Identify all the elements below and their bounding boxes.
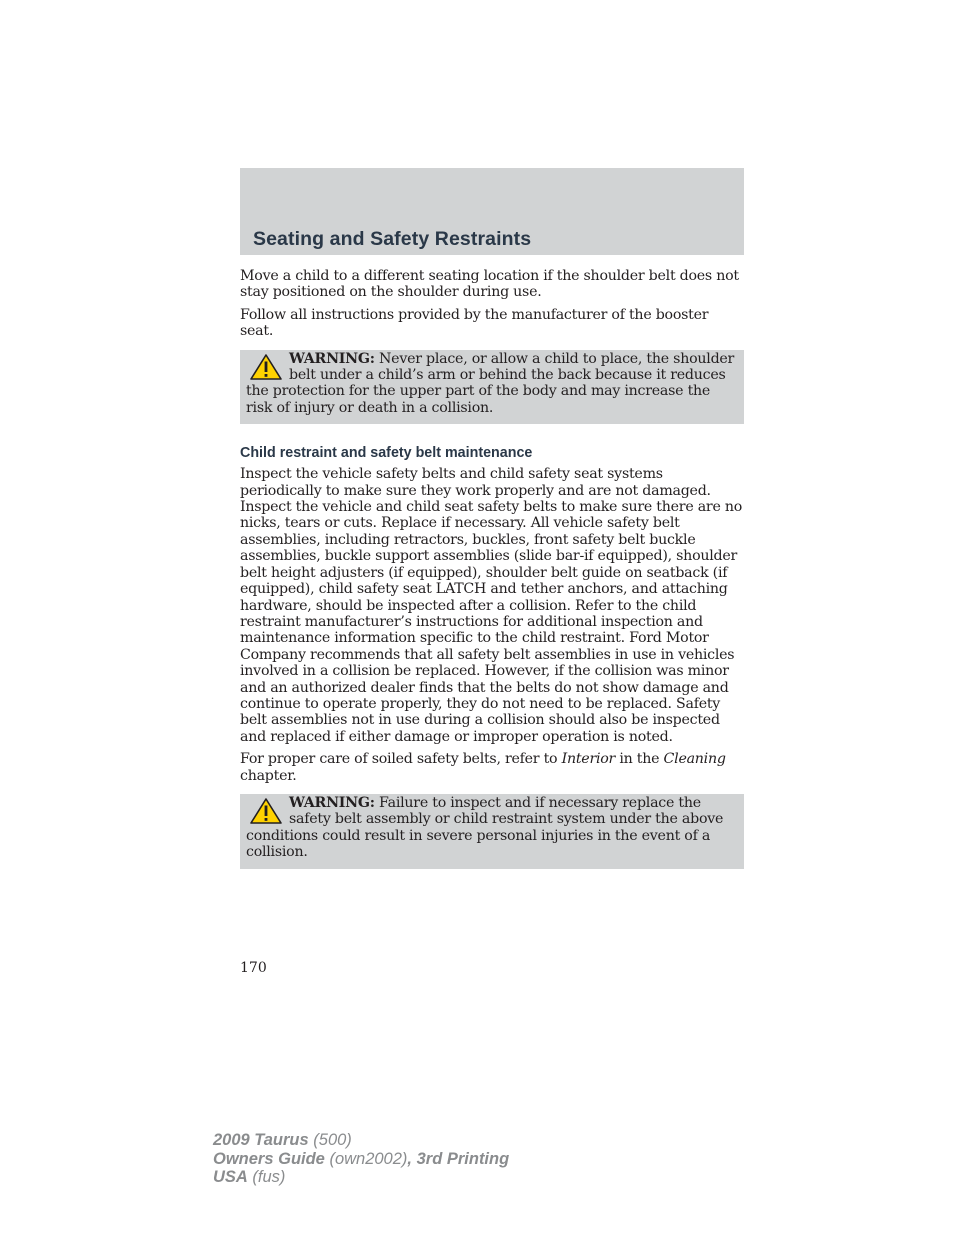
intro-paragraph-1: Move a child to a different seating location if the shoulder belt does not stay positioned on the shoulder during use. [240, 268, 739, 301]
section-heading: Child restraint and safety belt maintenance [240, 445, 533, 462]
document-footer [213, 1131, 509, 1187]
care-text-start: For proper care of soiled safety belts, refer to [240, 751, 562, 768]
warning-label: WARNING: [289, 350, 375, 367]
warning-box-1 [240, 350, 744, 425]
footer-market-code: (fus) [247, 1168, 286, 1186]
main-content [240, 268, 744, 869]
warning-triangle-icon [246, 795, 289, 827]
maintenance-paragraph: Inspect the vehicle safety belts and child safety seat systems periodically to make sure they work properly and are not damaged. Inspect the vehicle and child seat safety belts to make sure there are no nicks, tears or cuts. Replace if necessary. All vehicle safety belt assemblies, including retractors, buckles, front safety belt buckle assemblies, buckle support assemblies (slide bar-if equipped), shoulder belt height adjusters (if equipped), shoulder belt guide on seatback (if equipped), child safety seat LATCH and tether anchors, and attaching hardware, should be inspected after a collision. Refer to the child restraint manufacturer’s instructions for additional inspection and maintenance information specific to the child restraint. Ford Motor Company recommends that all safety belt assemblies in use in vehicles involved in a collision be replaced. However, if the collision was minor and an authorized dealer finds that the belts do not show damage and continue to operate properly, they do not need to be replaced. Safety belt assemblies not in use during a collision should also be inspected and replaced if either damage or improper operation is noted. [240, 466, 743, 745]
footer-model-code: (500) [308, 1131, 352, 1149]
footer-line-2 [213, 1150, 509, 1169]
footer-guide: Owners Guide [213, 1149, 325, 1168]
interior-reference: Interior [561, 751, 616, 768]
warning-text: Failure to inspect and if necessary replace the safety belt assembly or child restraint system under the above conditions could result in severe personal injuries in the event of a collision. [246, 794, 724, 861]
care-text-mid: in the [615, 751, 664, 768]
footer-model: 2009 Taurus [213, 1131, 309, 1149]
footer-line-3 [213, 1168, 509, 1187]
footer-printing: , 3rd Printing [407, 1149, 510, 1168]
care-text-end: chapter. [240, 767, 297, 784]
warning-text: Never place, or allow a child to place, the shoulder belt under a child’s arm or behind the back because it reduces the protection for the upper part of the body and may increase the risk of injury or death in a collision. [246, 350, 735, 416]
footer-line-1 [213, 1131, 509, 1150]
warning-label: WARNING: [289, 794, 375, 811]
page-title: Seating and Safety Restraints [253, 228, 532, 250]
intro-paragraph-2: Follow all instructions provided by the manufacturer of the booster seat. [240, 306, 709, 340]
section-header-band [240, 168, 744, 255]
warning-box-2 [240, 794, 744, 869]
page-number: 170 [240, 960, 267, 976]
warning-triangle-icon [246, 351, 289, 383]
care-paragraph [240, 751, 744, 784]
footer-market: USA [213, 1168, 248, 1186]
cleaning-reference: Cleaning [663, 751, 726, 768]
footer-guide-code: (own2002) [324, 1149, 408, 1168]
